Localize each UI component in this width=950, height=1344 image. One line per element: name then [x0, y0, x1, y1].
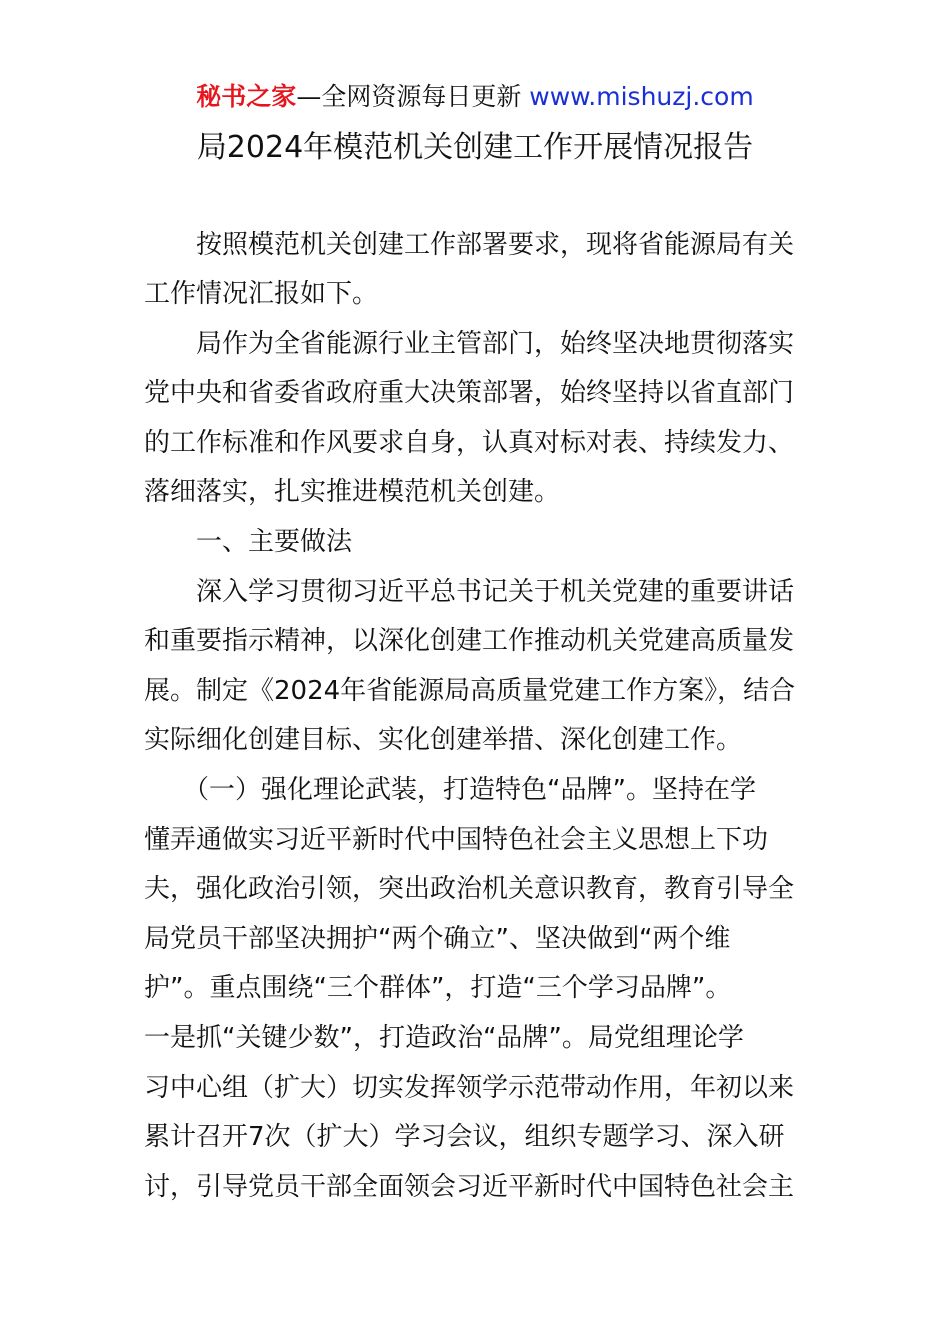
body-line: 习中心组（扩大）切实发挥领学示范带动作用，年初以来 [144, 1073, 795, 1103]
body-line: 实际细化创建目标、实化创建举措、深化创建工作。 [144, 725, 743, 755]
body-line: 一是抓“关键少数”，打造政治“品牌”。局党组理论学 [144, 1023, 744, 1053]
body-line: 深入学习贯彻习近平总书记关于机关党建的重要讲话 [144, 577, 795, 607]
body-line: 护”。重点围绕“三个群体”，打造“三个学习品牌”。 [144, 973, 732, 1003]
watermark-header [0, 80, 950, 114]
body-line: 的工作标准和作风要求自身，认真对标对表、持续发力、 [144, 428, 795, 458]
body-line: （一）强化理论武装，打造特色“品牌”。坚持在学 [144, 775, 756, 805]
body-line: 按照模范机关创建工作部署要求，现将省能源局有关 [144, 230, 795, 260]
body-line: 局党员干部坚决拥护“两个确立”、坚决做到“两个维 [144, 924, 731, 954]
body-line: 展。制定《2024年省能源局高质量党建工作方案》，结合 [144, 676, 796, 706]
site-url: www.mishuzj.com [529, 82, 754, 111]
body-line: 懂弄通做实习近平新时代中国特色社会主义思想上下功 [144, 825, 769, 855]
brand-name: 秘书之家 [196, 82, 297, 111]
body-line: 局作为全省能源行业主管部门，始终坚决地贯彻落实 [144, 329, 795, 359]
body-line: 落细落实，扎实推进模范机关创建。 [144, 477, 561, 507]
body-line: 工作情况汇报如下。 [144, 279, 379, 309]
section-heading: 一、主要做法 [144, 527, 353, 557]
body-line: 夫，强化政治引领，突出政治机关意识教育，教育引导全 [144, 874, 795, 904]
header-tagline: —全网资源每日更新 [296, 82, 530, 111]
document-title: 局2024年模范机关创建工作开展情况报告 [196, 130, 754, 165]
body-line: 和重要指示精神，以深化创建工作推动机关党建高质量发 [144, 626, 795, 656]
body-line: 讨，引导党员干部全面领会习近平新时代中国特色社会主 [144, 1172, 795, 1202]
body-line: 累计召开7次（扩大）学习会议，组织专题学习、深入研 [144, 1122, 785, 1152]
body-line: 党中央和省委省政府重大决策部署，始终坚持以省直部门 [144, 378, 795, 408]
